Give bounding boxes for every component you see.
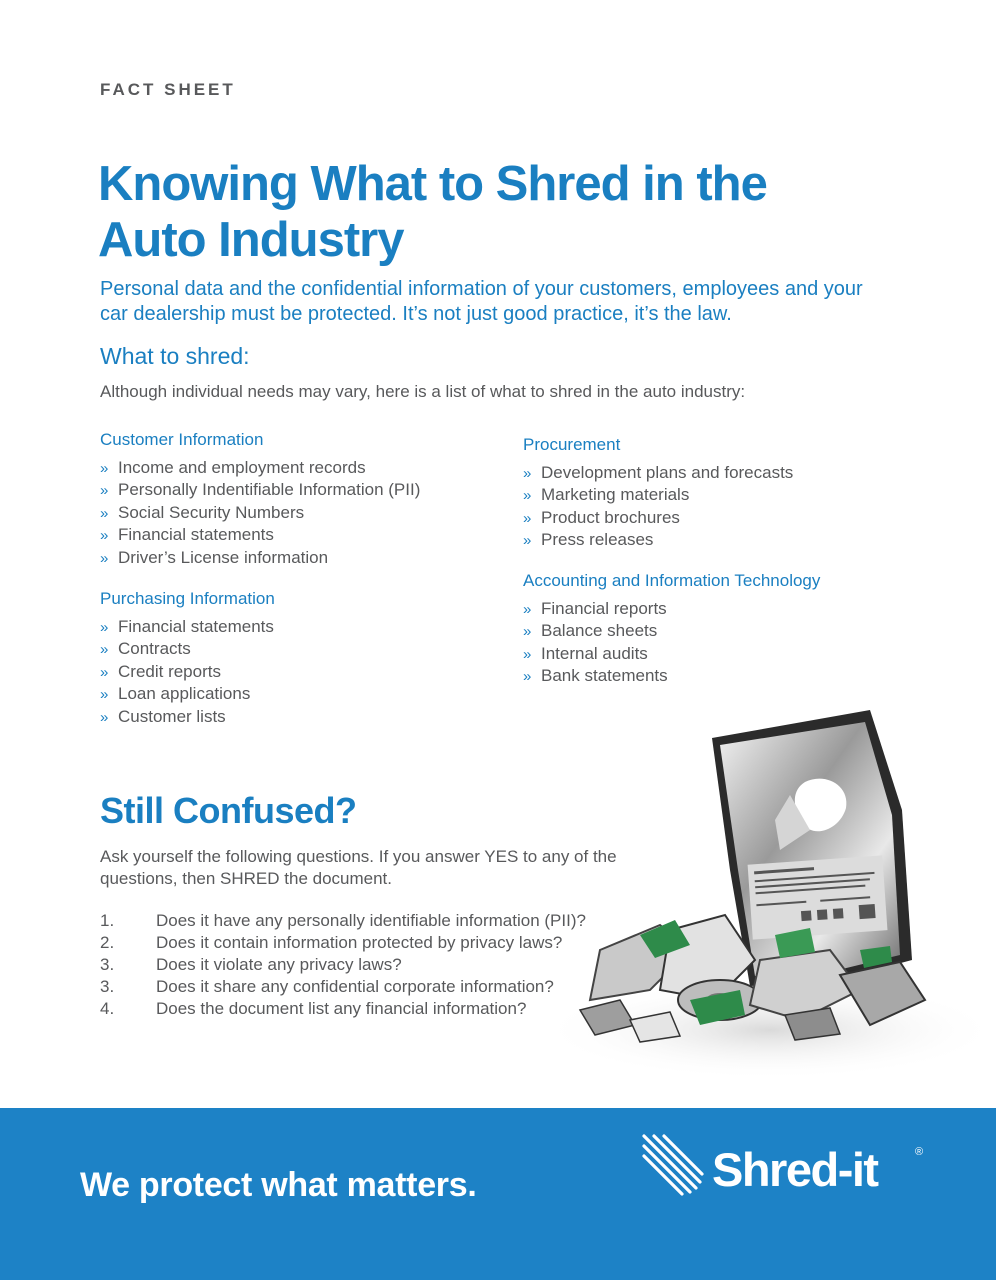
what-to-shred-heading: What to shred:: [100, 343, 250, 369]
list-item: » Internal audits: [523, 643, 820, 665]
list-item: » Driver’s License information: [100, 547, 420, 569]
chevron-bullet-icon: »: [523, 623, 532, 641]
logo-wordmark: Shred-it: [712, 1143, 878, 1196]
question-item: 3. Does it violate any privacy laws?: [100, 955, 402, 974]
list-item: » Contracts: [100, 638, 275, 660]
list-item: » Development plans and forecasts: [523, 462, 793, 484]
shred-it-logo: [640, 1132, 940, 1204]
question-list: [100, 910, 586, 1020]
group-accounting-it: [523, 570, 820, 688]
what-to-shred-intro: Although individual needs may vary, here is a list of what to shred in the auto industry:: [100, 382, 746, 401]
chevron-bullet-icon: »: [523, 487, 532, 505]
chevron-bullet-icon: »: [100, 686, 109, 704]
list-item: » Social Security Numbers: [100, 502, 420, 524]
group-title: Purchasing Information: [100, 589, 275, 608]
footer-tagline: We protect what matters.: [80, 1166, 477, 1204]
question-item: 4. Does the document list any financial information?: [100, 999, 527, 1018]
fact-sheet-label: FACT SHEET: [100, 80, 236, 99]
group-title: Accounting and Information Technology: [523, 571, 821, 590]
chevron-bullet-icon: »: [523, 668, 532, 686]
list-item: » Loan applications: [100, 683, 275, 705]
list-item: » Personally Indentifiable Information (PII): [100, 479, 420, 501]
page-title: Knowing What to Shred in the Auto Industry: [98, 157, 767, 267]
group-procurement: [523, 434, 793, 552]
chevron-bullet-icon: »: [100, 460, 109, 477]
chevron-bullet-icon: »: [523, 645, 532, 663]
chevron-bullet-icon: »: [100, 619, 109, 636]
list-item: » Customer lists: [100, 706, 275, 728]
list-item: » Financial statements: [100, 616, 275, 638]
list-item: » Marketing materials: [523, 484, 793, 506]
chevron-bullet-icon: »: [100, 527, 109, 545]
shredded-hard-drive-image: [540, 700, 990, 1100]
list-item: » Balance sheets: [523, 620, 820, 642]
group-title: Customer Information: [100, 430, 264, 449]
chevron-bullet-icon: »: [523, 601, 532, 618]
group-title: Procurement: [523, 435, 621, 454]
list-item: » Income and employment records: [100, 457, 420, 479]
shred-stripes-icon: [640, 1132, 704, 1196]
group-purchasing-information: [100, 588, 275, 728]
chevron-bullet-icon: »: [523, 465, 532, 482]
question-item: 3. Does it share any confidential corporate information?: [100, 977, 554, 996]
chevron-bullet-icon: »: [100, 482, 109, 500]
list-item: » Bank statements: [523, 665, 820, 687]
question-item: 2. Does it contain information protected by privacy laws?: [100, 933, 563, 952]
still-confused-description: Ask yourself the following questions. If you answer YES to any of the questions, then SHRED the document.: [100, 847, 617, 888]
chevron-bullet-icon: »: [100, 708, 109, 726]
footer-banner: [0, 1108, 996, 1280]
chevron-bullet-icon: »: [100, 504, 109, 522]
list-item: » Product brochures: [523, 507, 793, 529]
chevron-bullet-icon: »: [100, 549, 109, 567]
chevron-bullet-icon: »: [100, 641, 109, 659]
question-item: 1. Does it have any personally identifiable information (PII)?: [100, 911, 586, 930]
page-subtitle: Personal data and the confidential information of your customers, employees and your car dealership must be protected. It’s not just good practice, it’s the law.: [100, 278, 863, 325]
chevron-bullet-icon: »: [523, 509, 532, 527]
list-item: » Press releases: [523, 529, 793, 551]
chevron-bullet-icon: »: [523, 532, 532, 550]
list-item: » Financial statements: [100, 524, 420, 546]
list-item: » Financial reports: [523, 598, 820, 620]
still-confused-title: Still Confused?: [100, 790, 357, 831]
list-item: » Credit reports: [100, 661, 275, 683]
chevron-bullet-icon: »: [100, 663, 109, 681]
registered-mark: ®: [915, 1146, 924, 1158]
group-customer-information: [100, 429, 420, 569]
